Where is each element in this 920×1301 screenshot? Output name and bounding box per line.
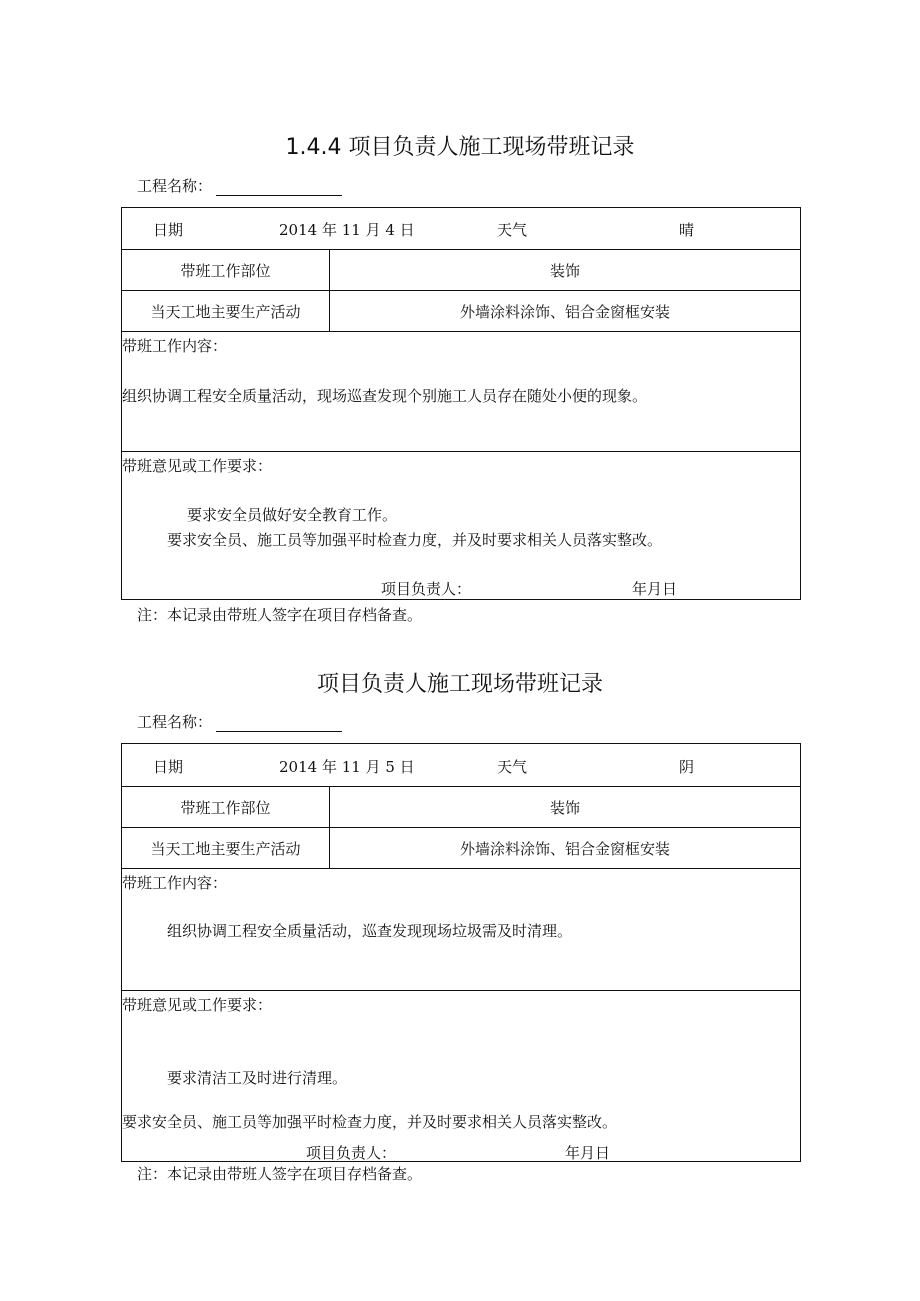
weather-value: 阴 [679, 758, 695, 776]
weather-label: 天气 [497, 758, 528, 776]
sign-label: 项目负责人： [306, 1144, 397, 1162]
content-text: 组织协调工程安全质量活动，巡查发现现场垃圾需及时清理。 [167, 922, 573, 940]
opinion-label: 带班意见或工作要求： [122, 996, 273, 1014]
weather-label: 天气 [497, 221, 528, 239]
record-1-note: 注：本记录由带班人签字在项目存档备查。 [137, 606, 423, 624]
content-label: 带班工作内容： [122, 337, 228, 355]
sign-date: 年月日 [632, 580, 678, 598]
opinion-cell [122, 452, 801, 600]
weather-value: 晴 [679, 221, 695, 239]
opinion-cell [122, 991, 801, 1162]
record-2-title: 项目负责人施工现场带班记录 [316, 672, 603, 697]
date-label: 日期 [153, 758, 184, 776]
record-1-table [121, 207, 801, 600]
content-label: 带班工作内容： [122, 874, 228, 892]
dept-label: 带班工作部位 [122, 787, 330, 828]
sign-date: 年月日 [565, 1144, 611, 1162]
record-1-project-name [137, 175, 342, 196]
project-name-label: 工程名称： [137, 177, 213, 195]
dept-label: 带班工作部位 [122, 250, 330, 291]
date-weather-row [122, 744, 801, 787]
sign-label: 项目负责人： [381, 580, 472, 598]
content-cell [122, 869, 801, 991]
activity-value: 外墙涂料涂饰、铝合金窗框安装 [330, 291, 801, 332]
opinion-label: 带班意见或工作要求： [122, 457, 273, 475]
date-weather-row [122, 208, 801, 250]
dept-value: 装饰 [330, 787, 801, 828]
project-name-blank [216, 181, 342, 196]
content-text: 组织协调工程安全质量活动，现场巡查发现个别施工人员存在随处小便的现象。 [122, 387, 648, 405]
opinion-line-2: 要求安全员、施工员等加强平时检查力度，并及时要求相关人员落实整改。 [122, 1113, 618, 1131]
opinion-line-1: 要求清洁工及时进行清理。 [167, 1069, 348, 1087]
activity-label: 当天工地主要生产活动 [122, 291, 330, 332]
date-value: 2014 年 11 月 5 日 [279, 758, 415, 776]
activity-label: 当天工地主要生产活动 [122, 828, 330, 869]
record-1-title: 1.4.4 项目负责人施工现场带班记录 [285, 135, 635, 160]
record-2-table [121, 743, 801, 1162]
project-name-label: 工程名称： [137, 713, 213, 731]
record-2-project-name [137, 711, 342, 732]
activity-value: 外墙涂料涂饰、铝合金窗框安装 [330, 828, 801, 869]
record-2-note: 注：本记录由带班人签字在项目存档备查。 [137, 1165, 423, 1183]
date-label: 日期 [153, 221, 184, 239]
date-value: 2014 年 11 月 4 日 [279, 221, 415, 239]
opinion-line-2: 要求安全员、施工员等加强平时检查力度，并及时要求相关人员落实整改。 [167, 531, 663, 549]
opinion-line-1: 要求安全员做好安全教育工作。 [187, 506, 398, 524]
project-name-blank [216, 717, 342, 732]
content-cell [122, 332, 801, 452]
dept-value: 装饰 [330, 250, 801, 291]
